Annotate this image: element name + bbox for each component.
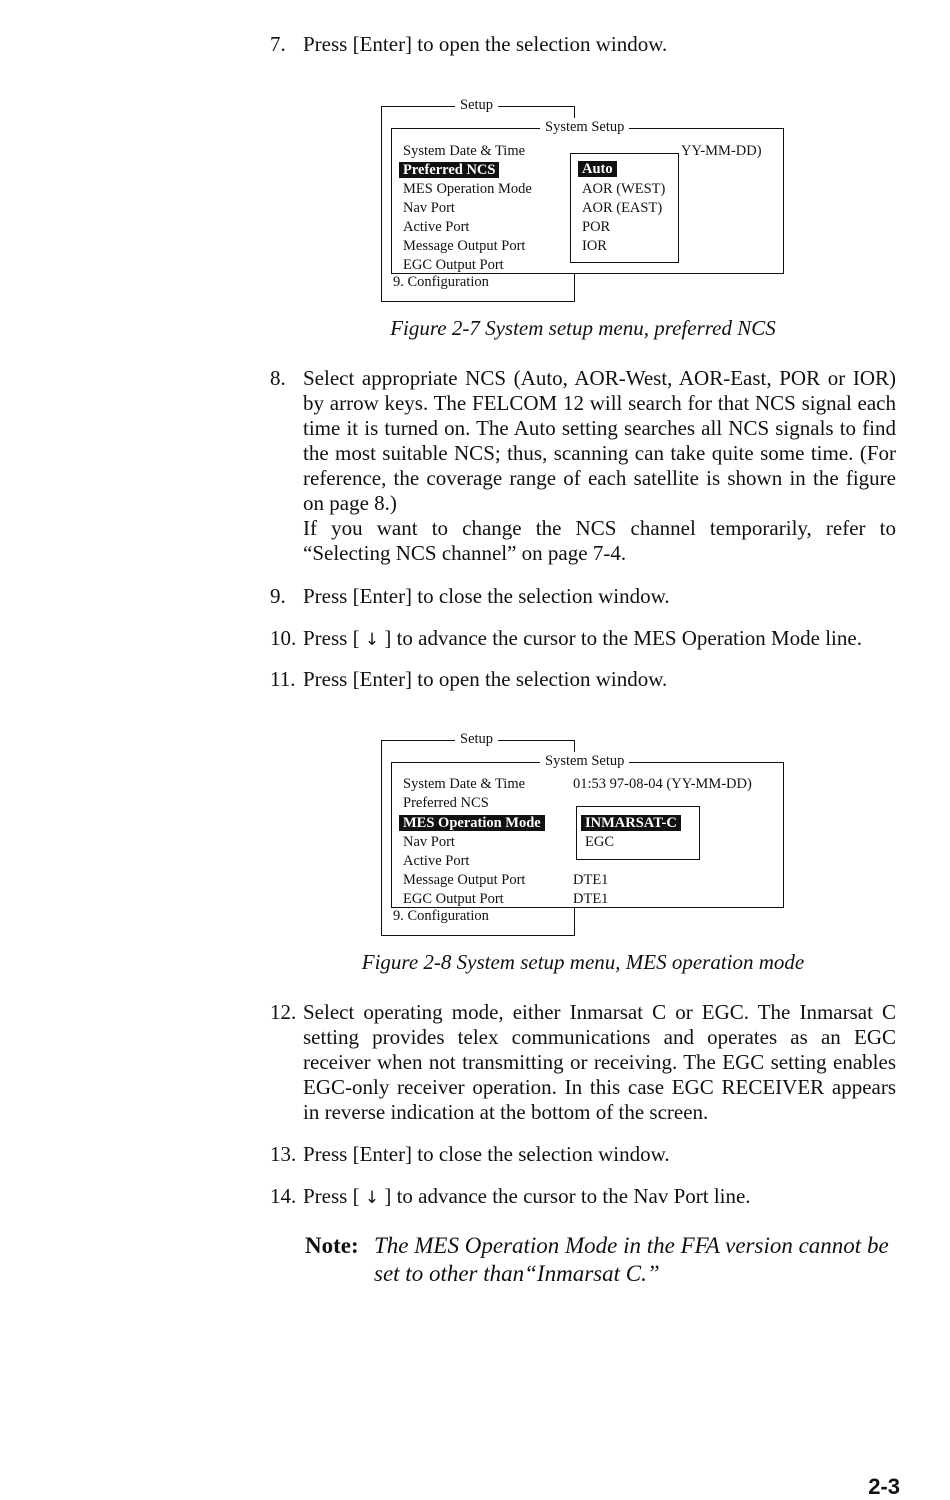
menu-item-preferred-ncs[interactable] [399, 161, 499, 180]
option-por[interactable]: POR [582, 219, 611, 235]
step-12 [270, 1000, 896, 1125]
step-number: 14. [270, 1184, 297, 1208]
step-text-part: Press [ [303, 626, 360, 650]
selected-menu-label: MES Operation Mode [399, 815, 545, 831]
menu-item-configuration[interactable]: 9. Configuration [393, 274, 489, 290]
step-text [303, 366, 896, 566]
system-setup-title: System Setup [540, 752, 629, 771]
step-8 [270, 366, 896, 566]
option-aor-east[interactable]: AOR (EAST) [582, 200, 663, 216]
step-text [303, 626, 896, 653]
date-time-value: 01:53 97-08-04 (YY-MM-DD) [573, 776, 752, 792]
option-aor-west[interactable]: AOR (WEST) [582, 181, 666, 197]
step-10 [270, 626, 896, 653]
note-text: The MES Operation Mode in the FFA version cannot be set to other than“Inmarsat C.” [374, 1233, 889, 1286]
step-text: Select operating mode, either Inmarsat C or EGC. The Inmarsat C setting provides telex communications and operates as an EGC receiver when not transmitting or receiving. The EGC setting enables EGC-only receiver operation. In this case EGC RECEIVER appears in reverse indication at the bottom of the screen. [303, 1000, 896, 1124]
option-egc[interactable]: EGC [585, 834, 614, 850]
step-text: Press [Enter] to close the selection window. [303, 584, 670, 608]
menu-item-date-time[interactable]: System Date & Time [403, 143, 526, 159]
menu-item-mes-operation-mode[interactable]: MES Operation Mode [403, 181, 532, 197]
step-14 [270, 1184, 896, 1211]
note-label: Note: [305, 1233, 359, 1258]
option-inmarsat-c[interactable] [581, 814, 681, 833]
step-number: 11. [270, 667, 296, 691]
step-text-part: ] to advance the cursor to the MES Operation Mode line. [384, 626, 862, 650]
step-text: Press [Enter] to open the selection window. [303, 32, 668, 56]
menu-item-message-output-port[interactable]: Message Output Port [403, 238, 526, 254]
step-13 [270, 1142, 896, 1167]
step-text [303, 1184, 896, 1211]
figure-caption: Figure 2-7 System setup menu, preferred NCS [390, 316, 776, 340]
step-number: 9. [270, 584, 286, 608]
step-7 [270, 32, 896, 57]
menu-item-mes-operation-mode[interactable] [399, 814, 545, 833]
step-paragraph: If you want to change the NCS channel temporarily, refer to “Selecting NCS channel” on page 7-4. [303, 516, 896, 565]
step-number: 10. [270, 626, 297, 650]
step-number: 12. [270, 1000, 297, 1024]
step-text-part: Press [ [303, 1184, 360, 1208]
step-text: Press [Enter] to open the selection window. [303, 667, 668, 691]
setup-title: Setup [455, 96, 498, 115]
figure-caption: Figure 2-8 System setup menu, MES operation mode [361, 950, 805, 974]
menu-item-message-output-port[interactable]: Message Output Port [403, 872, 526, 888]
step-number: 7. [270, 32, 286, 56]
menu-item-nav-port[interactable]: Nav Port [403, 834, 455, 850]
system-setup-title: System Setup [540, 118, 629, 137]
step-number: 8. [270, 366, 286, 390]
step-text: Press [Enter] to close the selection window. [303, 1142, 670, 1166]
down-arrow-icon: ↓ [364, 630, 380, 650]
selected-menu-label: Preferred NCS [399, 162, 499, 178]
selected-option-label: Auto [578, 161, 617, 177]
menu-item-preferred-ncs[interactable]: Preferred NCS [403, 795, 489, 811]
message-output-value: DTE1 [573, 872, 609, 888]
option-ior[interactable]: IOR [582, 238, 607, 254]
menu-item-egc-output-port[interactable]: EGC Output Port [403, 257, 504, 273]
selected-option-label: INMARSAT-C [581, 815, 681, 831]
step-11 [270, 667, 896, 692]
menu-item-active-port[interactable]: Active Port [403, 219, 470, 235]
note [305, 1232, 896, 1288]
step-number: 13. [270, 1142, 297, 1166]
page-number: 2-3 [868, 1474, 900, 1499]
option-auto[interactable] [578, 160, 617, 179]
step-text-part: ] to advance the cursor to the Nav Port line. [384, 1184, 751, 1208]
menu-item-configuration[interactable]: 9. Configuration [393, 908, 489, 924]
menu-item-nav-port[interactable]: Nav Port [403, 200, 455, 216]
setup-title: Setup [455, 730, 498, 749]
step-paragraph: Select appropriate NCS (Auto, AOR-West, AOR-East, POR or IOR) by arrow keys. The FELCOM 12 will search for that NCS signal each time it is turned on. The Auto setting searches all NCS signals to find the most suitable NCS; thus, scanning can take quite some time. (For reference, the coverage range of each satellite is shown in the figure on page 8.) [303, 366, 896, 515]
step-9 [270, 584, 896, 609]
menu-item-active-port[interactable]: Active Port [403, 853, 470, 869]
menu-item-date-time[interactable]: System Date & Time [403, 776, 526, 792]
menu-item-egc-output-port[interactable]: EGC Output Port [403, 891, 504, 907]
egc-output-value: DTE1 [573, 891, 609, 907]
date-format-value: YY-MM-DD) [681, 143, 762, 159]
down-arrow-icon: ↓ [364, 1188, 380, 1208]
